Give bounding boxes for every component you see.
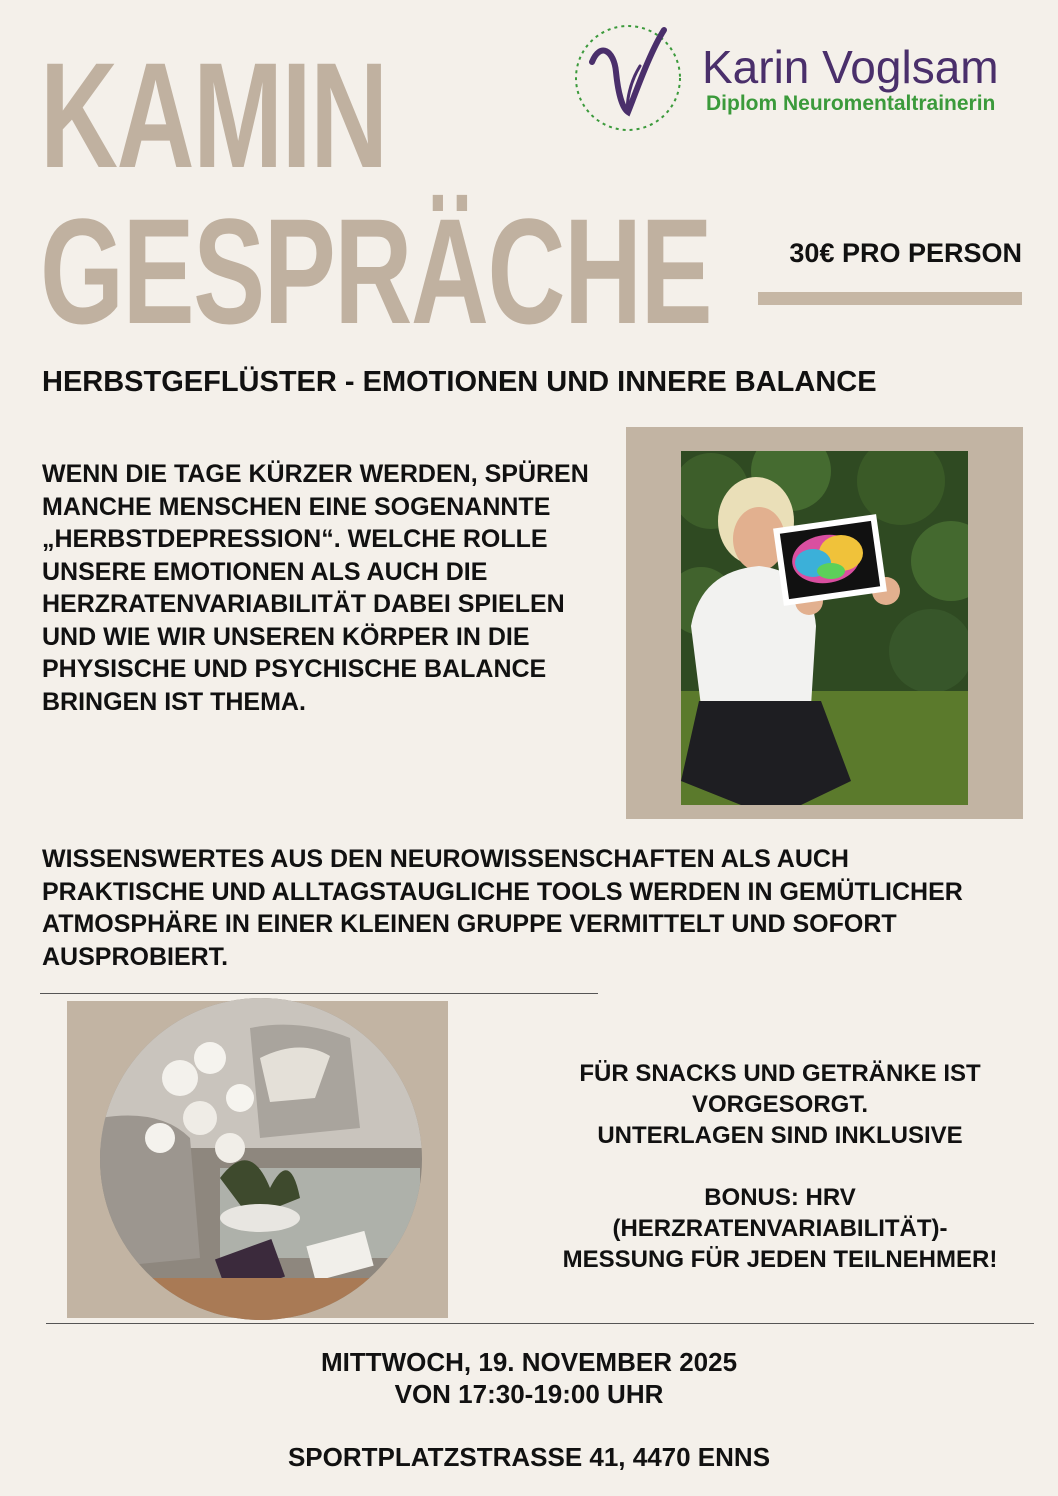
title-line-2: GESPRÄCHE <box>40 187 712 355</box>
price: 30€ PRO PERSON <box>789 238 1022 268</box>
bonus-line-3: MESSUNG FÜR JEDEN TEILNEHMER! <box>562 1246 998 1273</box>
logo-tagline: Diplom Neuromentaltrainerin <box>706 92 996 115</box>
divider <box>46 1323 1034 1324</box>
snacks-line-1: FÜR SNACKS UND GETRÄNKE IST <box>579 1060 981 1087</box>
price-underline <box>758 292 1022 305</box>
bonus-line-2: (HERZRATENVARIABILITÄT)- <box>612 1215 948 1242</box>
subtitle: HERBSTGEFLÜSTER - EMOTIONEN UND INNERE BALANCE <box>42 366 877 398</box>
snacks-line-2: VORGESORGT. <box>691 1091 869 1118</box>
event-date: MITTWOCH, 19. NOVEMBER 2025 <box>320 1347 738 1377</box>
snacks-line-3: UNTERLAGEN SIND INKLUSIVE <box>597 1122 963 1149</box>
logo-monogram-icon <box>570 22 690 134</box>
lounge-photo <box>100 998 422 1320</box>
bonus-line-1: BONUS: HRV <box>704 1184 856 1211</box>
snacks-info <box>520 1058 1040 1275</box>
event-address: SPORTPLATZSTRASSE 41, 4470 ENNS <box>287 1442 771 1472</box>
divider <box>40 993 598 994</box>
event-time: VON 17:30-19:00 UHR <box>394 1379 664 1409</box>
portrait-photo <box>681 451 968 805</box>
knowledge-text: WISSENSWERTES AUS DEN NEUROWISSENSCHAFTEN ALS AUCH PRAKTISCHE UND ALLTAGSTAUGLICHE TOOLS WERDEN IN GEMÜTLICHER ATMOSPHÄRE IN EINER KLEINEN GRUPPE VERMITTELT UND SOFORT AUSPROBIERT. <box>42 845 963 971</box>
intro-text: WENN DIE TAGE KÜRZER WERDEN, SPÜREN MANCHE MENSCHEN EINE SOGENANNTE „HERBSTDEPRESSION“. WELCHE ROLLE UNSERE EMOTIONEN ALS AUCH DIE HERZRATENVARIABILITÄT DABEI SPIELEN UND WIE WIR UNSEREN KÖRPER IN DIE PHYSISCHE UND PSYCHISCHE BALANCE BRINGEN IST THEMA. <box>42 460 589 716</box>
event-datetime <box>0 1346 1058 1410</box>
logo-name: Karin Voglsam <box>702 41 999 93</box>
title-line-1: KAMIN <box>40 31 387 199</box>
